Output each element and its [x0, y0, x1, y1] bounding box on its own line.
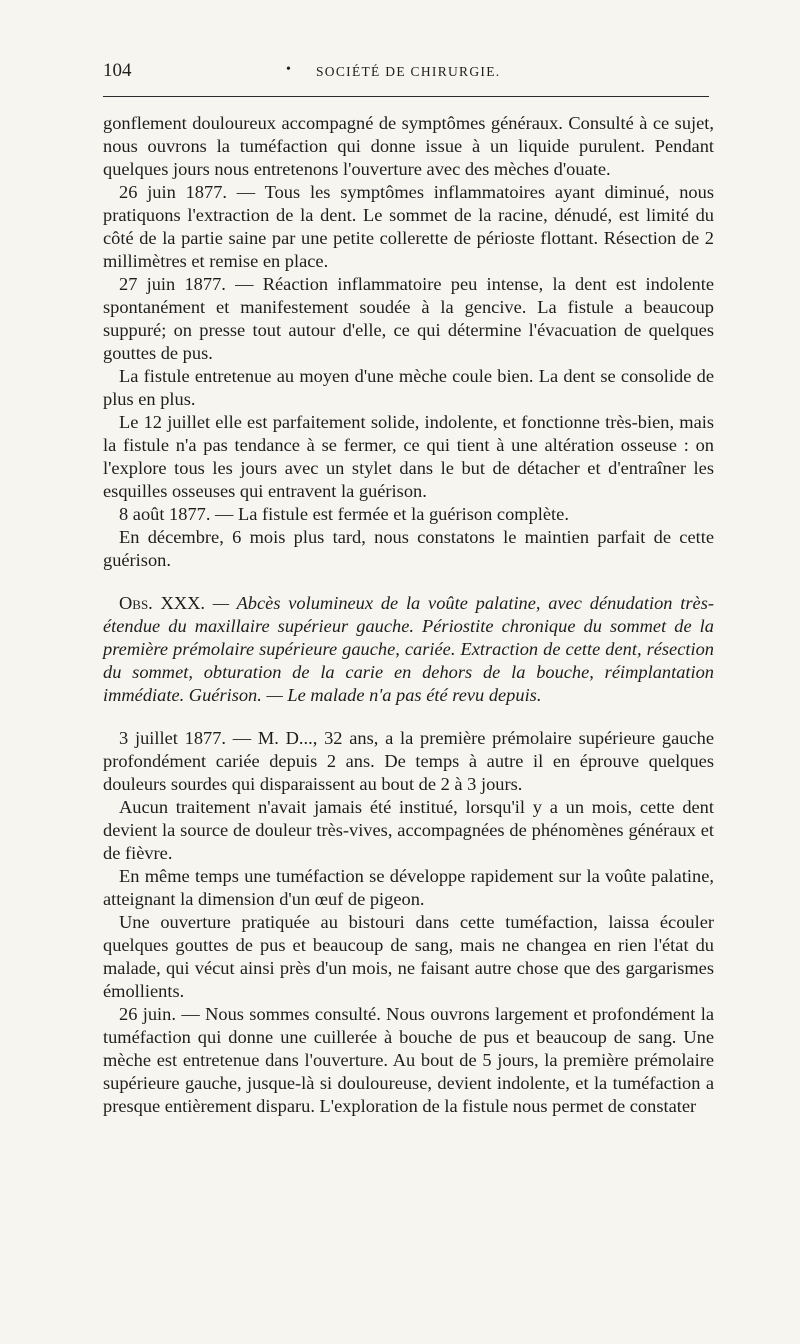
section-gap [103, 707, 714, 727]
paragraph: 8 août 1877. — La fistule est fermée et la guérison complète. [119, 504, 569, 524]
page-header [103, 60, 709, 88]
paragraph: 26 juin 1877. — Tous les symptômes inflammatoires ayant diminué, nous pratiquons l'extraction de la dent. Le sommet de la racine, dénudé, est limité du côté de la partie saine par une petite collerette de périoste flottant. Résection de 2 millimètres et remise en place. [103, 182, 714, 271]
paragraph: Une ouverture pratiquée au bistouri dans cette tuméfaction, laissa écouler quelques gouttes de pus et beaucoup de sang, mais ne changea en rien l'état du malade, qui vécut ainsi près d'un mois, ne faisant autre chose que des gargarismes émollients. [103, 912, 714, 1001]
paragraph: 26 juin. — Nous sommes consulté. Nous ouvrons largement et profondément la tuméfaction qui donne une cuillerée à bouche de pus et beaucoup de sang. Une mèche est entretenue dans l'ouverture. Au bout de 5 jours, la première prémolaire supérieure gauche, jusque-là si douloureuse, devient indolente, et la tuméfaction a presque entièrement disparu. L'exploration de la fistule nous permet de constater [103, 1004, 714, 1116]
page-number: 104 [103, 60, 132, 81]
section-gap [103, 572, 714, 592]
page-body [103, 112, 714, 1118]
observation-title: — Abcès volumineux de la voûte palatine, avec dénudation très-étendue du maxillaire supérieur gauche. Périostite chronique du sommet de la première prémolaire supérieure gauche, cariée. Extraction de cette dent, résection du sommet, obturation de la carie en dehors de la bouche, réimplantation immédiate. Guérison. — Le malade n'a pas été revu depuis. [103, 593, 714, 705]
paragraph: gonflement douloureux accompagné de symptômes généraux. Consulté à ce sujet, nous ouvrons la tuméfaction qui donne issue à un liquide purulent. Pendant quelques jours nous entretenons l'ouverture avec des mèches d'ouate. [103, 113, 714, 179]
paragraph: En décembre, 6 mois plus tard, nous constatons le maintien parfait de cette guérison. [103, 527, 714, 570]
paragraph: 27 juin 1877. — Réaction inflammatoire peu intense, la dent est indolente spontanément et manifestement soudée à la gencive. La fistule a beaucoup suppuré; on presse tout autour d'elle, ce qui détermine l'évacuation de quelques gouttes de pus. [103, 274, 714, 363]
running-title: SOCIÉTÉ DE CHIRURGIE. [316, 64, 501, 79]
paragraph: 3 juillet 1877. — M. D..., 32 ans, a la première prémolaire supérieure gauche profondément cariée depuis 2 ans. De temps à autre il en éprouve quelques douleurs sourdes qui disparaissent au bout de 2 à 3 jours. [103, 728, 714, 794]
paragraph: La fistule entretenue au moyen d'une mèche coule bien. La dent se consolide de plus en plus. [103, 366, 714, 409]
header-rule [103, 96, 709, 97]
paragraph: En même temps une tuméfaction se développe rapidement sur la voûte palatine, atteignant la dimension d'un œuf de pigeon. [103, 866, 714, 909]
observation-label: Obs. XXX. [119, 593, 205, 613]
observation-heading [103, 592, 714, 707]
header-bullet: • [286, 62, 291, 77]
paragraph: Le 12 juillet elle est parfaitement solide, indolente, et fonctionne très-bien, mais la fistule n'a pas tendance à se fermer, ce qui tient à une altération osseuse : on l'explore tous les jours avec un stylet dans le but de détacher et d'entraîner les esquilles osseuses qui entravent la guérison. [103, 412, 714, 501]
paragraph: Aucun traitement n'avait jamais été institué, lorsqu'il y a un mois, cette dent devient la source de douleur très-vives, accompagnées de phénomènes généraux et de fièvre. [103, 797, 714, 863]
